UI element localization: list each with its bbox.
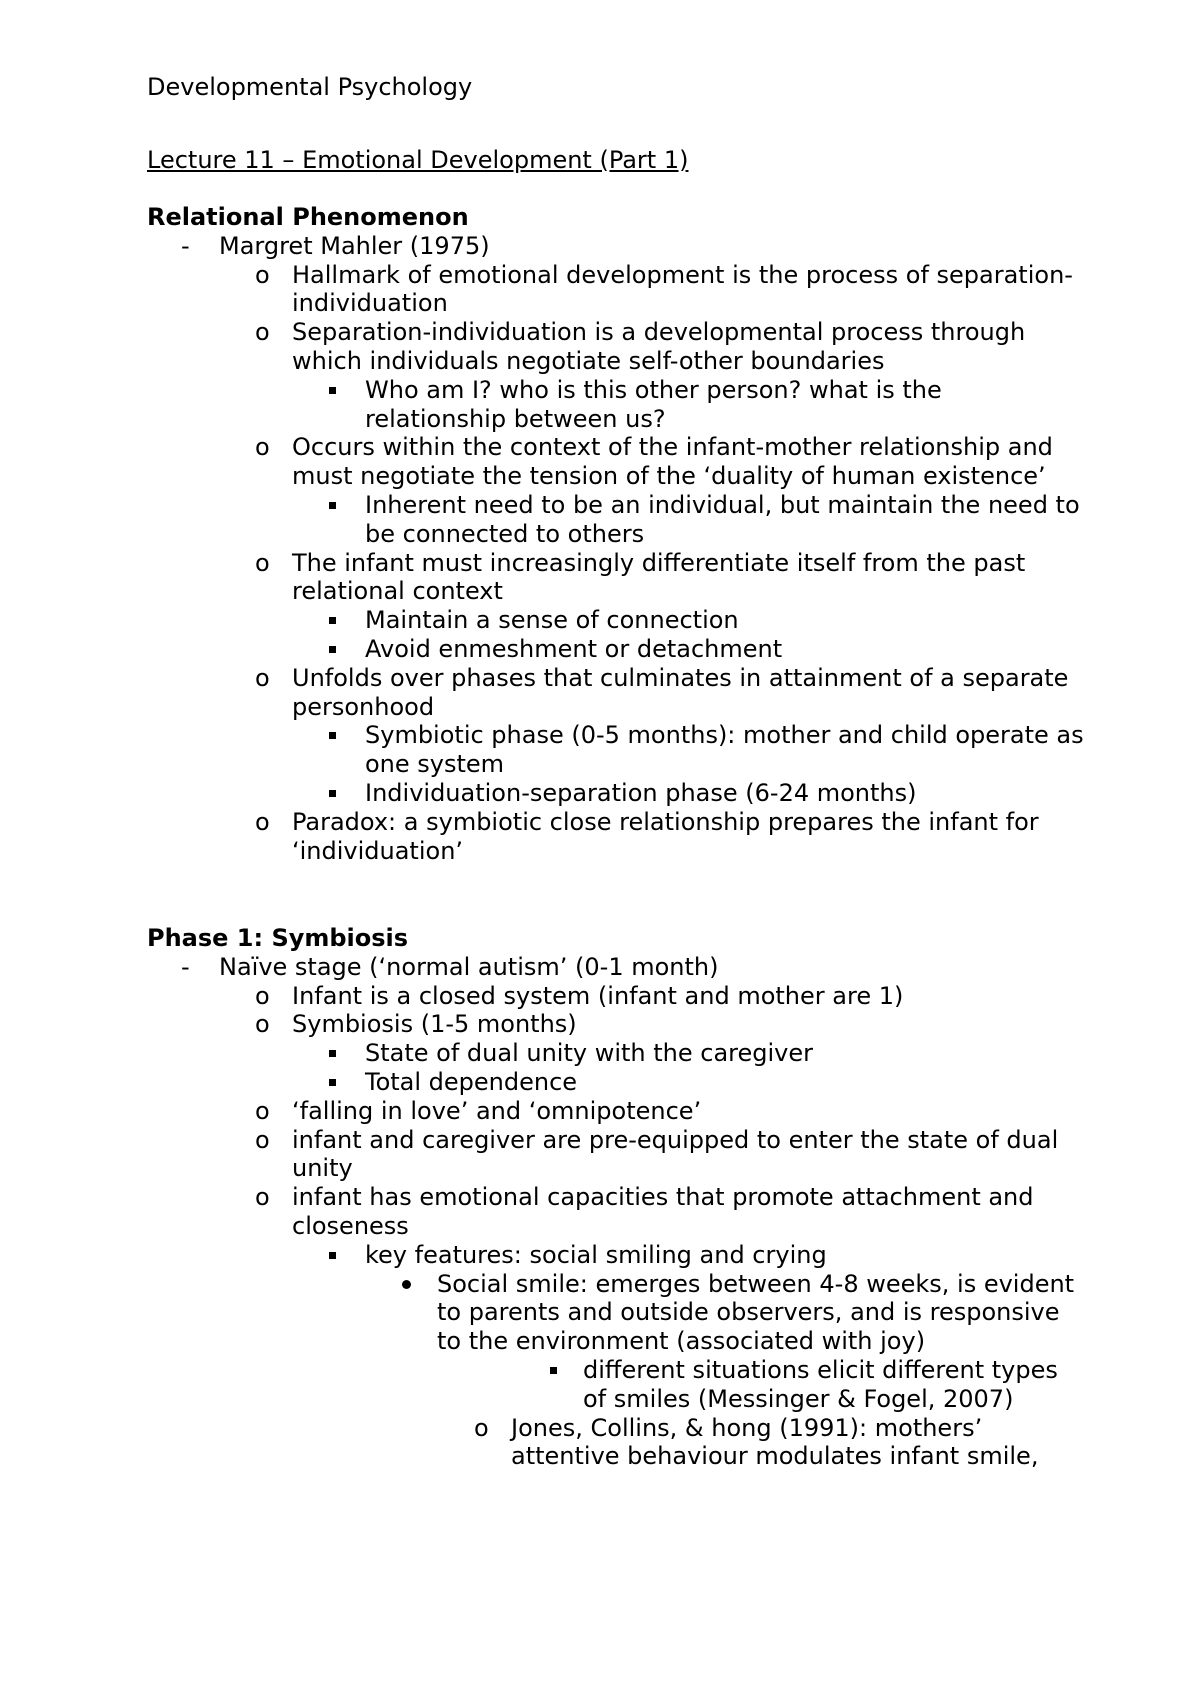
list-item: o Jones, Collins, & hong (1991): mothers’ attentive behaviour modulates infant smile,: [474, 1413, 1039, 1471]
list-item: Symbiotic phase (0-5 months): mother and child operate as one system: [147, 721, 1087, 779]
square-bullet: [329, 1079, 336, 1086]
list-item: - Margret Mahler (1975): [181, 231, 490, 260]
circle-bullet: o: [255, 1183, 270, 1212]
circle-bullet: o: [255, 1096, 270, 1125]
square-bullet: [329, 790, 336, 797]
circle-bullet: o: [255, 433, 270, 462]
list-item: key features: social smiling and crying: [147, 1241, 1087, 1270]
list-item: Social smile: emerges between 4-8 weeks, is evident to parents and outside observers, and is responsive to the environment (associated with joy): [147, 1270, 1087, 1356]
section-relational-phenomenon: [147, 203, 1087, 865]
list-item: o Paradox: a symbiotic close relationship prepares the infant for ‘individuation’: [255, 807, 1039, 865]
list-item: o Unfolds over phases that culminates in attainment of a separate personhood: [255, 663, 1069, 721]
list-item: - Naïve stage (‘normal autism’ (0-1 month): [181, 952, 719, 981]
circle-bullet: o: [255, 1010, 270, 1039]
circle-bullet: o: [255, 807, 270, 836]
dash-bullet: -: [181, 952, 190, 981]
list-item: different situations elicit different types of smiles (Messinger & Fogel, 2007): [147, 1356, 1087, 1414]
square-bullet: [329, 1252, 336, 1259]
list-item: o Occurs within the context of the infant-mother relationship and must negotiate the tension of the ‘duality of human existence’: [255, 433, 1053, 491]
circle-bullet: o: [255, 318, 270, 347]
list-item: o The infant must increasingly differentiate itself from the past relational context: [255, 548, 1026, 606]
square-bullet: [329, 502, 336, 509]
circle-bullet: o: [255, 548, 270, 577]
round-bullet: [402, 1280, 411, 1289]
circle-bullet: o: [255, 260, 270, 289]
list-item: Inherent need to be an individual, but maintain the need to be connected to others: [147, 491, 1087, 549]
dash-bullet: -: [181, 231, 190, 260]
square-bullet: [329, 387, 336, 394]
list-item: o infant and caregiver are pre-equipped to enter the state of dual unity: [255, 1125, 1059, 1183]
list-item: Maintain a sense of connection: [147, 606, 1087, 635]
document-title: Developmental Psychology: [147, 73, 473, 101]
section-heading: Phase 1: Symbiosis: [147, 924, 409, 952]
list-item: o ‘falling in love’ and ‘omnipotence’: [255, 1096, 702, 1125]
square-bullet: [329, 732, 336, 739]
square-bullet: [550, 1367, 557, 1374]
list-item: Avoid enmeshment or detachment: [147, 635, 1087, 664]
circle-bullet: o: [255, 981, 270, 1010]
section-heading: Relational Phenomenon: [147, 203, 469, 231]
section-phase-1-symbiosis: [147, 924, 1087, 1471]
circle-bullet: o: [255, 1125, 270, 1154]
square-bullet: [329, 617, 336, 624]
lecture-title: Lecture 11 – Emotional Development (Part 1): [147, 146, 689, 174]
circle-bullet: o: [255, 663, 270, 692]
list-item: o Symbiosis (1-5 months): [255, 1010, 577, 1039]
list-item: Individuation-separation phase (6-24 months): [147, 779, 1087, 808]
square-bullet: [329, 1050, 336, 1057]
list-item: o Infant is a closed system (infant and mother are 1): [255, 981, 904, 1010]
square-bullet: [329, 646, 336, 653]
list-item: o Hallmark of emotional development is the process of separation-individuation: [255, 260, 1073, 318]
list-item: State of dual unity with the caregiver: [147, 1039, 1087, 1068]
list-item: Who am I? who is this other person? what is the relationship between us?: [147, 376, 1087, 434]
circle-bullet: o: [474, 1413, 489, 1442]
list-item: Total dependence: [147, 1068, 1087, 1097]
list-item: o infant has emotional capacities that promote attachment and closeness: [255, 1183, 1034, 1240]
list-item: o Separation-individuation is a developmental process through which individuals negotiate self-other boundaries: [255, 318, 1026, 375]
